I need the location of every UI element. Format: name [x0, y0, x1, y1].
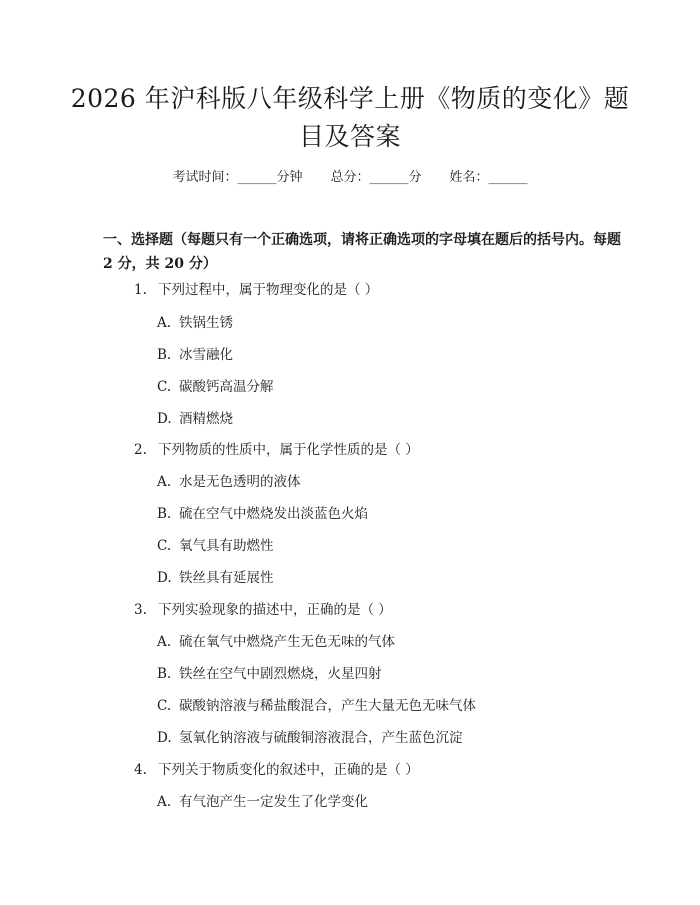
option-text: 铁丝具有延展性	[179, 570, 274, 586]
option-text: 碳酸钠溶液与稀盐酸混合，产生大量无色无味气体	[179, 698, 476, 714]
student-name-blank: ______	[488, 170, 528, 185]
question-number: 2.	[134, 442, 147, 458]
option-text: 酒精燃烧	[179, 411, 233, 427]
option-item	[157, 664, 382, 684]
option-item	[157, 696, 476, 716]
option-letter: B.	[157, 347, 172, 363]
question-stem	[134, 280, 378, 300]
total-score-label: 总分：	[330, 170, 370, 185]
option-text: 有气泡产生一定发生了化学变化	[179, 794, 368, 810]
student-name-label: 姓名：	[449, 170, 489, 185]
option-text: 铁丝在空气中剧烈燃烧，火星四射	[179, 666, 382, 682]
option-letter: C.	[157, 379, 172, 395]
option-item	[157, 472, 301, 492]
option-text: 水是无色透明的液体	[179, 474, 301, 490]
option-item	[157, 632, 395, 652]
option-item	[157, 313, 233, 333]
document-title: 2026 年沪科版八年级科学上册《物质的变化》题目及答案	[70, 84, 630, 151]
option-letter: A.	[157, 794, 172, 810]
question-number: 3.	[134, 602, 147, 618]
exam-time-blank: ______	[237, 170, 277, 185]
option-letter: A.	[157, 474, 172, 490]
section-heading: 一、选择题（每题只有一个正确选项，请将正确选项的字母填在题后的括号内。每题 2 分，共 20 分）	[103, 232, 621, 272]
option-letter: C.	[157, 698, 172, 714]
option-letter: D.	[157, 411, 172, 427]
option-letter: B.	[157, 666, 172, 682]
option-letter: C.	[157, 538, 172, 554]
question-stem	[134, 600, 392, 620]
option-text: 冰雪融化	[179, 347, 233, 363]
total-score-blank: ______	[369, 170, 409, 185]
option-text: 氧气具有助燃性	[179, 538, 274, 554]
question-text: 下列过程中，属于物理变化的是（ ）	[158, 282, 379, 298]
question-stem	[134, 440, 419, 460]
exam-meta-line	[0, 168, 700, 188]
option-item	[157, 536, 274, 556]
option-item	[157, 792, 368, 812]
question-text: 下列关于物质变化的叙述中，正确的是（ ）	[158, 762, 419, 778]
option-letter: A.	[157, 315, 172, 331]
option-item	[157, 568, 274, 588]
option-item	[157, 504, 368, 524]
option-letter: D.	[157, 570, 172, 586]
option-text: 氢氧化钠溶液与硫酸铜溶液混合，产生蓝色沉淀	[179, 730, 463, 746]
question-text: 下列物质的性质中，属于化学性质的是（ ）	[158, 442, 419, 458]
option-text: 硫在空气中燃烧发出淡蓝色火焰	[179, 506, 368, 522]
question-text: 下列实验现象的描述中，正确的是（ ）	[158, 602, 392, 618]
option-letter: A.	[157, 634, 172, 650]
option-text: 碳酸钙高温分解	[179, 379, 274, 395]
option-text: 铁锅生锈	[179, 315, 233, 331]
question-stem	[134, 760, 419, 780]
total-score-unit: 分	[408, 170, 422, 185]
question-number: 1.	[134, 282, 147, 298]
exam-time-unit: 分钟	[276, 170, 303, 185]
option-item	[157, 409, 233, 429]
option-letter: D.	[157, 730, 172, 746]
option-letter: B.	[157, 506, 172, 522]
option-item	[157, 377, 274, 397]
option-item	[157, 728, 463, 748]
question-number: 4.	[134, 762, 147, 778]
exam-time-label: 考试时间：	[172, 170, 238, 185]
option-item	[157, 345, 233, 365]
option-text: 硫在氧气中燃烧产生无色无味的气体	[179, 634, 395, 650]
